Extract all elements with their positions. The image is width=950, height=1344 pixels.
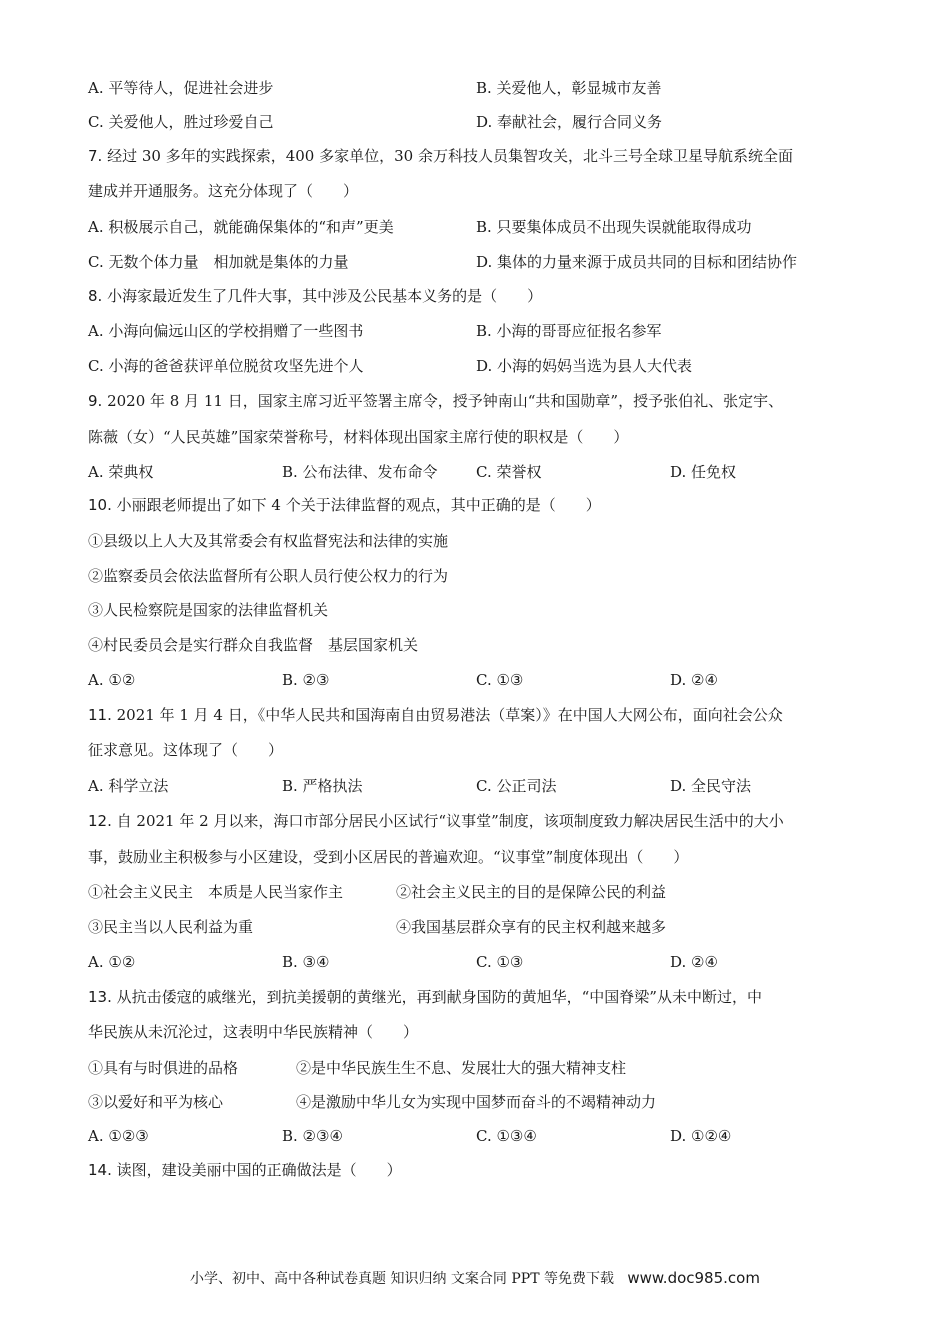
- question-8-number: 8.: [88, 287, 103, 305]
- footer-text: 小学、初中、高中各种试卷真题 知识归纳 文案合同 PPT 等免费下载: [190, 1271, 615, 1287]
- question-11-option-d: D. 全民守法: [670, 777, 752, 795]
- question-13-statement-4: ④是激励中华儿女为实现中国梦而奋斗的不竭精神动力: [296, 1093, 657, 1111]
- question-13-option-c: C. ①③④: [476, 1127, 537, 1145]
- question-7-stem-line2: 建成并开通服务。这充分体现了（ ）: [88, 182, 359, 200]
- page-footer: [0, 1268, 950, 1289]
- question-9-stem-line1: [88, 391, 783, 411]
- question-11-text: 2021 年 1 月 4 日，《中华人民共和国海南自由贸易港法（草案）》在中国人大网公布，面向社会公众: [111, 706, 783, 724]
- question-12-option-a: A. ①②: [88, 953, 136, 971]
- question-12-statement-4: ④我国基层群众享有的民主权利越来越多: [396, 918, 667, 936]
- question-13-stem-line1: [88, 987, 762, 1007]
- question-13-option-a: A. ①②③: [88, 1127, 149, 1145]
- question-7-option-a: A. 积极展示自己，就能确保集体的“和声”更美: [88, 218, 394, 236]
- prev-option-b: B. 关爱他人，彰显城市友善: [476, 79, 662, 97]
- question-10-statement-1: ①县级以上人大及其常委会有权监督宪法和法律的实施: [88, 532, 449, 550]
- question-10-option-c: C. ①③: [476, 671, 524, 689]
- question-12-statement-2: ②社会主义民主的目的是保障公民的利益: [396, 883, 667, 901]
- question-14-text: 读图，建设美丽中国的正确做法是（ ）: [111, 1161, 402, 1179]
- question-9-option-a: A. 荣典权: [88, 463, 154, 481]
- question-9-option-c: C. 荣誉权: [476, 463, 542, 481]
- question-10-number: 10.: [88, 496, 112, 514]
- question-12-stem-line1: [88, 811, 784, 831]
- question-13-text: 从抗击倭寇的戚继光，到抗美援朝的黄继光，再到献身国防的黄旭华，“中国脊梁”从未中断过，中: [111, 988, 762, 1006]
- question-10-text: 小丽跟老师提出了如下 4 个关于法律监督的观点，其中正确的是（ ）: [111, 496, 601, 514]
- question-11-stem-line1: [88, 705, 783, 725]
- question-8-option-a: A. 小海向偏远山区的学校捐赠了一些图书: [88, 322, 364, 340]
- question-10-option-b: B. ②③: [282, 671, 330, 689]
- question-12-option-c: C. ①③: [476, 953, 524, 971]
- question-9-option-d: D. 任免权: [670, 463, 737, 481]
- question-10-option-d: D. ②④: [670, 671, 718, 689]
- question-13-statement-2: ②是中华民族生生不息、发展壮大的强大精神支柱: [296, 1059, 627, 1077]
- question-10-statement-2: ②监察委员会依法监督所有公职人员行使公权力的行为: [88, 567, 449, 585]
- question-13-statement-1: ①具有与时俱进的品格: [88, 1059, 239, 1077]
- question-8-option-b: B. 小海的哥哥应征报名参军: [476, 322, 662, 340]
- prev-option-c: C. 关爱他人，胜过珍爱自己: [88, 113, 274, 131]
- question-8-text: 小海家最近发生了几件大事，其中涉及公民基本义务的是（ ）: [102, 287, 543, 305]
- question-12-option-d: D. ②④: [670, 953, 718, 971]
- question-7-number: 7.: [88, 147, 103, 165]
- question-14-stem: [88, 1160, 402, 1180]
- footer-url[interactable]: www.doc985.com: [627, 1269, 760, 1287]
- question-11-stem-line2: 征求意见。这体现了（ ）: [88, 741, 284, 759]
- question-12-option-b: B. ③④: [282, 953, 330, 971]
- question-9-text: 2020 年 8 月 11 日，国家主席习近平签署主席令，授予钟南山“共和国勋章”，授予张伯礼、张定宇、: [102, 392, 784, 410]
- question-12-text: 自 2021 年 2 月以来，海口市部分居民小区试行“议事堂”制度，该项制度致力解决居民生活中的大小: [111, 812, 784, 830]
- question-13-option-b: B. ②③④: [282, 1127, 343, 1145]
- question-11-number: 11.: [88, 706, 112, 724]
- prev-option-d: D. 奉献社会，履行合同义务: [476, 113, 663, 131]
- question-7-option-b: B. 只要集体成员不出现失误就能取得成功: [476, 218, 752, 236]
- question-9-stem-line2: 陈薇（女）“人民英雄”国家荣誉称号，材料体现出国家主席行使的职权是（ ）: [88, 428, 629, 446]
- question-10-option-a: A. ①②: [88, 671, 136, 689]
- question-12-stem-line2: 事，鼓励业主积极参与小区建设，受到小区居民的普遍欢迎。“议事堂”制度体现出（ ）: [88, 848, 689, 866]
- question-9-option-b: B. 公布法律、发布命令: [282, 463, 438, 481]
- question-11-option-a: A. 科学立法: [88, 777, 169, 795]
- question-14-number: 14.: [88, 1161, 112, 1179]
- question-13-stem-line2: 华民族从未沉沦过，这表明中华民族精神（ ）: [88, 1023, 419, 1041]
- question-12-number: 12.: [88, 812, 112, 830]
- question-12-statement-3: ③民主当以人民利益为重: [88, 918, 254, 936]
- question-13-number: 13.: [88, 988, 112, 1006]
- question-13-statement-3: ③以爱好和平为核心: [88, 1093, 224, 1111]
- question-11-option-c: C. 公正司法: [476, 777, 557, 795]
- question-7-option-c: C. 无数个体力量 相加就是集体的力量: [88, 253, 349, 271]
- question-10-statement-3: ③人民检察院是国家的法律监督机关: [88, 601, 329, 619]
- question-13-option-d: D. ①②④: [670, 1127, 732, 1145]
- question-8-stem: [88, 286, 542, 306]
- question-12-statement-1: ①社会主义民主 本质是人民当家作主: [88, 883, 344, 901]
- question-9-number: 9.: [88, 392, 103, 410]
- prev-option-a: A. 平等待人，促进社会进步: [88, 79, 274, 97]
- question-8-option-d: D. 小海的妈妈当选为县人大代表: [476, 357, 693, 375]
- question-7-stem-line1: [88, 146, 793, 166]
- question-10-stem: [88, 495, 601, 515]
- question-10-statement-4: ④村民委员会是实行群众自我监督 基层国家机关: [88, 636, 419, 654]
- question-11-option-b: B. 严格执法: [282, 777, 363, 795]
- question-7-option-d: D. 集体的力量来源于成员共同的目标和团结协作: [476, 253, 798, 271]
- question-8-option-c: C. 小海的爸爸获评单位脱贫攻坚先进个人: [88, 357, 364, 375]
- question-7-text: 经过 30 多年的实践探索，400 多家单位，30 余万科技人员集智攻关，北斗三号全球卫星导航系统全面: [102, 147, 793, 165]
